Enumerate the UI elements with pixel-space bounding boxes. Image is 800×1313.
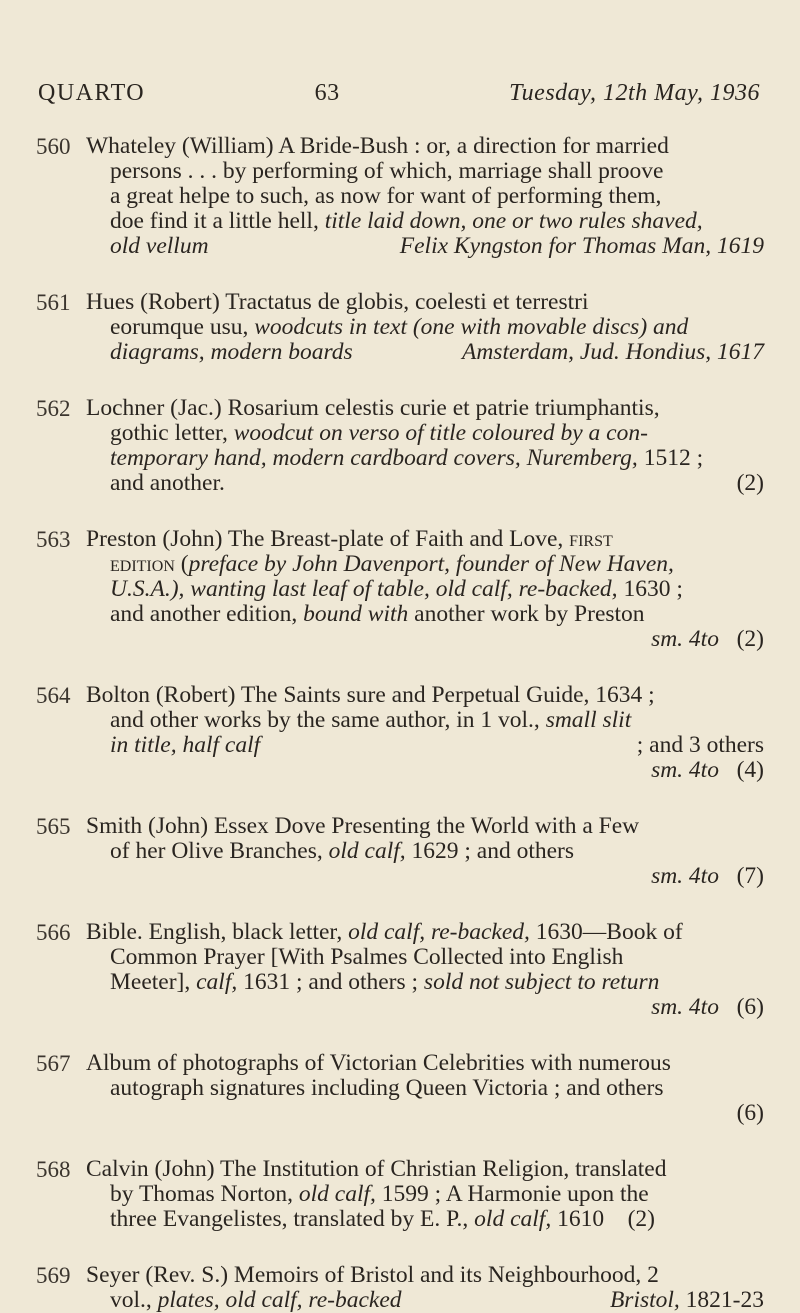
text-run: Bible. English, black letter, [86, 919, 349, 945]
text-run: sold not subject to return [423, 969, 660, 995]
lot-line [86, 315, 764, 340]
text-run: Smith (John) Essex Dove Presenting the World with a Few [86, 813, 640, 839]
text-run: Bristol, [609, 1287, 680, 1313]
lot-line [86, 184, 764, 209]
lot-line [86, 733, 764, 758]
lot-entry [36, 920, 764, 1020]
text-run: Calvin (John) The Institution of Christian Religion, translated [86, 1156, 667, 1182]
text-run: ( [174, 551, 189, 577]
text-run: 1512 ; [637, 445, 704, 471]
lot-line [86, 602, 764, 627]
lot-number: 561 [36, 290, 71, 315]
lot-line [86, 471, 764, 496]
lot-line [86, 577, 764, 602]
text-run: old calf, [474, 1206, 552, 1232]
lot-description [86, 1263, 764, 1313]
lot-line [86, 945, 764, 970]
lot-number: 565 [36, 814, 71, 839]
lot-line [86, 708, 764, 733]
lot-line [86, 234, 764, 259]
text-run: old calf, re-backed, [348, 919, 530, 945]
text-run: temporary hand, modern cardboard covers, Nuremberg, [110, 445, 638, 471]
text-run: another work by Preston [408, 601, 645, 627]
lot-line [86, 995, 764, 1020]
lot-entry [36, 1157, 764, 1232]
text-run: 1630—Book of [529, 919, 683, 945]
text-run: 1630 ; [617, 576, 683, 602]
text-run: Seyer (Rev. S.) Memoirs of Bristol and its Neighbourhood, 2 [86, 1262, 659, 1288]
text-run: eorumque usu, [110, 314, 255, 340]
text-run: of her Olive Branches, [110, 838, 329, 864]
lot-description [86, 920, 764, 1020]
lot-line [86, 209, 764, 234]
lot-line [86, 920, 764, 945]
lot-number: 566 [36, 920, 71, 945]
lot-description [86, 290, 764, 365]
lot-entry [36, 396, 764, 496]
lot-line [86, 134, 764, 159]
text-run: (2) [718, 626, 764, 652]
text-run: calf, [196, 969, 238, 995]
text-run: woodcut on verso of title coloured by a con- [233, 420, 648, 446]
lot-description [86, 1157, 764, 1232]
text-run: Bolton (Robert) The Saints sure and Perpetual Guide, 1634 ; [86, 682, 655, 708]
text-run: gothic letter, [110, 420, 234, 446]
text-run: Meeter], [110, 969, 197, 995]
text-run: in title, half calf [110, 732, 261, 758]
text-run: Amsterdam, Jud. Hondius, 1617 [461, 339, 764, 365]
lot-number: 568 [36, 1157, 71, 1182]
lot-line [86, 814, 764, 839]
lot-line [86, 683, 764, 708]
text-run: sm. 4to [651, 994, 719, 1020]
lot-line [86, 340, 764, 365]
lot-entry [36, 1051, 764, 1126]
text-run: Preston (John) The Breast-plate of Faith and Love, [86, 526, 570, 552]
lot-number: 569 [36, 1263, 71, 1288]
text-run: Hues (Robert) Tractatus de globis, coelesti et terrestri [86, 289, 589, 315]
text-run: U.S.A.), wanting last leaf of table, old calf, re-backed, [110, 576, 618, 602]
text-run: Common Prayer [With Psalmes Collected into English [110, 944, 624, 970]
text-run: woodcuts in text (one with movable discs) and [254, 314, 689, 340]
text-run: old calf, [298, 1181, 376, 1207]
lot-list [36, 134, 764, 1313]
lot-number: 562 [36, 396, 71, 421]
text-run: ; and 3 others [636, 732, 764, 758]
text-run: by Thomas Norton, [110, 1181, 299, 1207]
lot-line [86, 159, 764, 184]
lot-line [86, 627, 764, 652]
lot-line [86, 758, 764, 783]
lot-description [86, 683, 764, 783]
text-run: three Evangelistes, translated by E. P., [110, 1206, 475, 1232]
page-header [38, 80, 760, 107]
lot-entry [36, 290, 764, 365]
text-run: and other works by the same author, in 1 vol., [110, 707, 546, 733]
lot-line [86, 1101, 764, 1126]
text-run: doe find it a little hell, [110, 208, 325, 234]
lot-line [86, 1288, 764, 1313]
lot-entry [36, 1263, 764, 1313]
lot-line [86, 1182, 764, 1207]
text-run: 1610 (2) [551, 1206, 655, 1232]
lot-description [86, 1051, 764, 1126]
text-run: (7) [718, 863, 764, 889]
text-run: old vellum [110, 233, 209, 259]
section-label: QUARTO [38, 80, 146, 106]
text-run: plates, old calf, re-backed [157, 1287, 402, 1313]
lot-line [86, 1207, 764, 1232]
lot-line [86, 839, 764, 864]
text-run: 1821-23 [679, 1287, 764, 1313]
lot-line [86, 1157, 764, 1182]
lot-line [86, 1076, 764, 1101]
lot-entry [36, 134, 764, 259]
text-run: autograph signatures including Queen Victoria ; and others [110, 1075, 664, 1101]
text-run: (6) [718, 994, 764, 1020]
lot-number: 563 [36, 527, 71, 552]
lot-entry [36, 527, 764, 652]
text-run: (4) [718, 757, 764, 783]
text-run: preface by John Davenport, founder of New Haven, [188, 551, 674, 577]
text-run: diagrams, modern boards [110, 339, 353, 365]
text-run: title laid down, one or two rules shaved, [324, 208, 703, 234]
text-run: a great helpe to such, as now for want of performing them, [110, 183, 662, 209]
lot-entry [36, 814, 764, 889]
lot-line [86, 864, 764, 889]
lot-number: 564 [36, 683, 71, 708]
text-run: sm. 4to [651, 757, 719, 783]
text-run: 1631 ; and others ; [237, 969, 424, 995]
lot-line [86, 421, 764, 446]
text-run: 1629 ; and others [405, 838, 575, 864]
page-number: 63 [314, 80, 340, 106]
text-run: and another. [110, 470, 225, 496]
lot-line [86, 552, 764, 577]
text-run: bound with [303, 601, 409, 627]
text-run: sm. 4to [651, 626, 719, 652]
text-run: vol., [110, 1287, 158, 1313]
lot-number: 567 [36, 1051, 71, 1076]
text-run: Album of photographs of Victorian Celebrities with numerous [86, 1050, 671, 1076]
lot-line [86, 527, 764, 552]
lot-number: 560 [36, 134, 71, 159]
text-run: old calf, [328, 838, 406, 864]
lot-description [86, 396, 764, 496]
text-run: (6) [736, 1100, 764, 1126]
lot-description [86, 134, 764, 259]
lot-line [86, 1051, 764, 1076]
text-run: (2) [736, 470, 764, 496]
lot-line [86, 290, 764, 315]
text-run: Felix Kyngston for Thomas Man, 1619 [399, 233, 764, 259]
text-run: sm. 4to [651, 863, 719, 889]
text-run: small slit [545, 707, 632, 733]
text-run: first [569, 526, 613, 552]
text-run: edition [110, 551, 175, 577]
lot-line [86, 446, 764, 471]
text-run: Whateley (William) A Bride-Bush : or, a direction for married [86, 133, 669, 159]
text-run: persons . . . by performing of which, marriage shall proove [110, 158, 664, 184]
sale-date: Tuesday, 12th May, 1936 [509, 80, 760, 106]
text-run: 1599 ; A Harmonie upon the [375, 1181, 649, 1207]
lot-description [86, 527, 764, 652]
lot-entry [36, 683, 764, 783]
lot-line [86, 970, 764, 995]
lot-line [86, 1263, 764, 1288]
lot-description [86, 814, 764, 889]
lot-line [86, 396, 764, 421]
text-run: Lochner (Jac.) Rosarium celestis curie et patrie triumphantis, [86, 395, 660, 421]
text-run: and another edition, [110, 601, 304, 627]
